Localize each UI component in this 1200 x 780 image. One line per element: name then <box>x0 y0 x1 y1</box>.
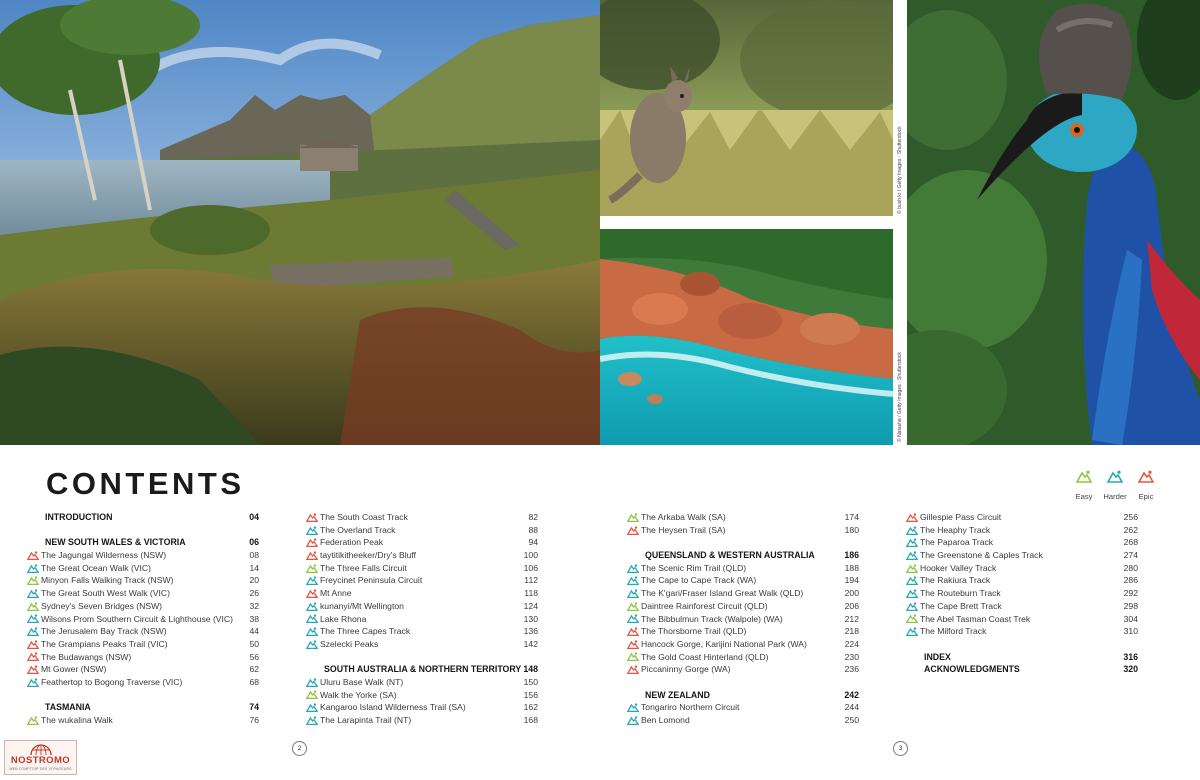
toc-entry-title: Lake Rhona <box>320 613 367 624</box>
toc-entry-page: 56 <box>249 651 259 662</box>
toc-entry-title: The Thorsborne Trail (QLD) <box>641 626 747 637</box>
hiker-easy-icon <box>906 614 920 624</box>
toc-entry[interactable] <box>306 714 538 727</box>
toc-entry-title: The Great Ocean Walk (VIC) <box>41 562 151 573</box>
hiker-easy-icon <box>306 563 320 573</box>
section-heading[interactable] <box>627 689 859 702</box>
toc-entry-page: 188 <box>844 562 859 573</box>
toc-entry-title: The Larapinta Trail (NT) <box>320 715 412 725</box>
toc-entry[interactable] <box>627 524 859 537</box>
toc-entry-title: The Budawangs (NSW) <box>41 651 132 662</box>
toc-entry-page: 236 <box>844 664 859 675</box>
hiker-harder-icon <box>306 639 320 649</box>
toc-entry-page: 148 <box>523 664 538 675</box>
section-heading[interactable] <box>27 701 259 714</box>
toc-entry-title: ACKNOWLEDGMENTS <box>924 664 1020 675</box>
contents-title: CONTENTS <box>46 466 245 501</box>
toc-entry-page: 94 <box>528 537 538 548</box>
toc-entry[interactable] <box>27 549 259 562</box>
toc-entry-title: taytitikitheeker/Dry's Bluff <box>320 550 417 561</box>
toc-entry-page: 20 <box>249 575 259 586</box>
hiker-harder-icon <box>27 677 41 687</box>
hiker-easy-icon <box>627 601 641 611</box>
toc-entry-page: 150 <box>523 676 538 687</box>
toc-entry-title: TASMANIA <box>45 702 91 713</box>
toc-entry-title: Wilsons Prom Southern Circuit & Lighthouse (VIC) <box>41 613 233 624</box>
toc-entry-page: 124 <box>523 600 538 611</box>
toc-entry-title: INTRODUCTION <box>45 512 113 522</box>
toc-entry-page: 310 <box>1123 626 1138 637</box>
toc-entry-title: kunanyi/Mt Wellington <box>320 600 404 611</box>
toc-entry-title: The Cape Brett Track <box>920 600 1002 611</box>
toc-entry[interactable] <box>27 562 259 575</box>
toc-entry[interactable] <box>27 651 259 664</box>
toc-entry-title: The Milford Track <box>920 626 987 637</box>
toc-entry-title: The Heaphy Track <box>920 524 991 535</box>
hiker-harder-icon <box>906 550 920 560</box>
hiker-harder-icon <box>27 588 41 598</box>
toc-entry[interactable] <box>27 714 259 727</box>
toc-entry-title: The Routeburn Track <box>920 588 1001 599</box>
hiker-harder-icon <box>306 627 320 637</box>
toc-entry[interactable] <box>627 651 859 664</box>
hiker-harder-icon <box>906 538 920 548</box>
toc-entry[interactable] <box>27 663 259 676</box>
toc-entry-title: Daintree Rainforest Circuit (QLD) <box>641 600 768 611</box>
hiker-harder-icon <box>627 703 641 713</box>
toc-entry[interactable] <box>306 613 538 626</box>
hiker-icon <box>1107 470 1123 483</box>
toc-entry-page: 88 <box>528 524 538 535</box>
toc-entry[interactable] <box>306 587 538 600</box>
toc-entry[interactable] <box>306 701 538 714</box>
toc-entry-page: 292 <box>1123 588 1138 599</box>
contents-column-2 <box>306 511 538 727</box>
toc-entry-page: 130 <box>523 613 538 624</box>
toc-entry-title: The Grampians Peaks Trail (VIC) <box>41 638 168 649</box>
toc-entry-title: Federation Peak <box>320 537 384 548</box>
toc-entry-title: Ben Lomond <box>641 715 690 725</box>
toc-entry-page: 118 <box>524 588 538 599</box>
hiker-harder-icon <box>627 715 641 725</box>
toc-entry[interactable] <box>627 613 859 626</box>
toc-entry[interactable] <box>306 536 538 549</box>
hiker-easy-icon <box>27 576 41 586</box>
toc-entry[interactable] <box>906 613 1138 626</box>
toc-entry[interactable] <box>27 625 259 638</box>
hiker-epic-icon <box>627 665 641 675</box>
photo-cassowary <box>907 0 1200 445</box>
legend-harder <box>1098 470 1132 504</box>
toc-entry[interactable] <box>627 638 859 651</box>
toc-entry[interactable] <box>306 562 538 575</box>
toc-entry[interactable] <box>627 701 859 714</box>
toc-entry-title: Uluru Base Walk (NT) <box>320 676 404 687</box>
hiker-harder-icon <box>306 677 320 687</box>
toc-entry-title: Freycinet Peninsula Circuit <box>320 575 423 586</box>
toc-entry-title: Gillespie Pass Circuit <box>920 512 1002 522</box>
toc-entry[interactable] <box>306 524 538 537</box>
toc-entry-title: The Bibbulmun Track (Walpole) (WA) <box>641 613 783 624</box>
hiker-harder-icon <box>906 525 920 535</box>
spacer <box>306 651 538 664</box>
toc-entry[interactable] <box>627 714 859 727</box>
toc-entry-title: Piccaninny Gorge (WA) <box>641 664 731 675</box>
toc-entry-title: The K'gari/Fraser Island Great Walk (QLD) <box>641 588 804 599</box>
hiker-epic-icon <box>627 627 641 637</box>
toc-entry-page: 274 <box>1123 550 1138 561</box>
contents-column-3 <box>627 511 859 727</box>
toc-entry[interactable] <box>906 562 1138 575</box>
hiker-harder-icon <box>306 525 320 535</box>
toc-entry-page: 250 <box>844 715 859 725</box>
toc-entry-title: INDEX <box>924 651 951 662</box>
toc-entry-title: The Greenstone & Caples Track <box>920 550 1043 561</box>
spacer <box>627 676 859 689</box>
hiker-harder-icon <box>306 715 320 725</box>
hiker-harder-icon <box>906 601 920 611</box>
toc-entry-page: 230 <box>844 651 859 662</box>
toc-entry[interactable] <box>906 511 1138 524</box>
hiker-epic-icon <box>906 512 920 522</box>
toc-entry-title: Tongariro Northern Circuit <box>641 702 740 713</box>
toc-entry-title: NEW SOUTH WALES & VICTORIA <box>45 537 186 548</box>
toc-entry[interactable] <box>306 600 538 613</box>
toc-entry-title: Walk the Yorke (SA) <box>320 689 397 700</box>
toc-entry[interactable] <box>27 587 259 600</box>
toc-entry-page: 316 <box>1123 651 1138 662</box>
toc-entry-page: 174 <box>844 512 859 522</box>
logo-brand: NOSTROMO <box>10 755 71 766</box>
spacer <box>627 536 859 549</box>
toc-entry[interactable] <box>906 587 1138 600</box>
logo-tagline: WEB COMPTOIR DES VOYAGEURS <box>9 767 72 771</box>
toc-entry-page: 262 <box>1123 524 1138 535</box>
photo-credit-top: © bush.kr / Getty Images · Shutterstock <box>897 126 903 214</box>
toc-entry[interactable] <box>306 638 538 651</box>
toc-entry-page: 298 <box>1123 600 1138 611</box>
toc-entry-page: 162 <box>523 702 538 713</box>
toc-entry-title: The Heysen Trail (SA) <box>641 524 726 535</box>
toc-entry-title: The Jerusalem Bay Track (NSW) <box>41 626 167 637</box>
toc-entry-page: 194 <box>844 575 859 586</box>
toc-entry-title: The Paparoa Track <box>920 537 994 548</box>
page-number-left: 2 <box>292 741 307 756</box>
hiker-epic-icon <box>306 512 320 522</box>
toc-entry-page: 26 <box>249 588 259 599</box>
toc-entry-title: SOUTH AUSTRALIA & NORTHERN TERRITORY <box>324 664 522 675</box>
toc-entry-title: Mt Gower (NSW) <box>41 664 107 675</box>
toc-entry-page: 82 <box>528 512 538 522</box>
toc-entry[interactable] <box>906 536 1138 549</box>
toc-entry-page: 106 <box>523 562 538 573</box>
photo-coast-rocks <box>600 229 893 445</box>
toc-entry-page: 212 <box>844 613 859 624</box>
nostromo-logo <box>4 740 77 775</box>
photo-credit-bottom: © Natasha / Getty Images · Shutterstock <box>897 352 903 442</box>
toc-entry-title: The Scenic Rim Trail (QLD) <box>641 562 747 573</box>
toc-entry-page: 180 <box>844 524 859 535</box>
hiker-epic-icon <box>27 665 41 675</box>
toc-entry-title: The Overland Track <box>320 524 396 535</box>
hiker-epic-icon <box>627 639 641 649</box>
toc-entry-page: 242 <box>844 689 859 700</box>
hiker-easy-icon <box>627 652 641 662</box>
hiker-harder-icon <box>27 563 41 573</box>
toc-entry[interactable] <box>906 524 1138 537</box>
hiker-icon <box>1138 470 1154 483</box>
toc-entry-page: 168 <box>523 715 538 725</box>
toc-entry[interactable] <box>27 613 259 626</box>
toc-entry-title: The Cape to Cape Track (WA) <box>641 575 757 586</box>
toc-entry[interactable] <box>27 600 259 613</box>
toc-entry-page: 224 <box>844 638 859 649</box>
hiker-harder-icon <box>627 576 641 586</box>
toc-entry-title: The Great South West Walk (VIC) <box>41 588 170 599</box>
hiker-epic-icon <box>27 652 41 662</box>
toc-entry-page: 50 <box>249 638 259 649</box>
hiker-epic-icon <box>27 639 41 649</box>
toc-entry[interactable] <box>627 587 859 600</box>
toc-entry-title: The Jagungal Wilderness (NSW) <box>41 550 167 561</box>
toc-entry-title: The Abel Tasman Coast Trek <box>920 613 1031 624</box>
toc-entry-page: 218 <box>844 626 859 637</box>
toc-entry-page: 286 <box>1123 575 1138 586</box>
toc-entry-title: NEW ZEALAND <box>645 689 710 700</box>
toc-entry-page: 100 <box>523 550 538 561</box>
section-heading[interactable] <box>906 663 1138 676</box>
toc-entry-title: The Three Capes Track <box>320 626 411 637</box>
toc-entry[interactable] <box>906 574 1138 587</box>
hiker-harder-icon <box>627 563 641 573</box>
toc-entry-title: The Arkaba Walk (SA) <box>641 512 726 522</box>
hiker-easy-icon <box>27 715 41 725</box>
toc-entry-page: 04 <box>249 512 259 522</box>
toc-entry-title: Feathertop to Bogong Traverse (VIC) <box>41 676 183 687</box>
toc-entry[interactable] <box>627 511 859 524</box>
toc-entry-page: 14 <box>249 562 259 573</box>
hiker-harder-icon <box>906 627 920 637</box>
legend-epic-label: Epic <box>1138 492 1154 501</box>
toc-entry[interactable] <box>306 625 538 638</box>
legend-epic <box>1129 470 1163 504</box>
toc-entry[interactable] <box>306 511 538 524</box>
toc-entry-page: 136 <box>523 626 538 637</box>
toc-entry-page: 268 <box>1123 537 1138 548</box>
hiker-harder-icon <box>627 588 641 598</box>
toc-entry-title: Mt Anne <box>320 588 352 599</box>
toc-entry-page: 08 <box>249 550 259 561</box>
hiker-harder-icon <box>306 614 320 624</box>
spacer <box>27 524 259 537</box>
toc-entry-page: 74 <box>249 702 259 713</box>
toc-entry-page: 206 <box>844 600 859 611</box>
toc-entry-page: 256 <box>1123 512 1138 522</box>
toc-entry[interactable] <box>27 676 259 689</box>
hiker-epic-icon <box>306 538 320 548</box>
toc-entry[interactable] <box>906 600 1138 613</box>
section-heading[interactable] <box>906 651 1138 664</box>
photo-lake-boardwalk <box>0 0 600 445</box>
hiker-epic-icon <box>627 525 641 535</box>
legend-easy-label: Easy <box>1075 492 1093 501</box>
toc-entry-title: QUEENSLAND & WESTERN AUSTRALIA <box>645 550 815 561</box>
photo-wallaby <box>600 0 893 216</box>
section-heading[interactable] <box>306 663 538 676</box>
toc-entry-title: Hancock Gorge, Karijini National Park (WA) <box>641 638 807 649</box>
section-heading[interactable] <box>27 511 259 524</box>
toc-entry-title: The Rakiura Track <box>920 575 991 586</box>
section-heading[interactable] <box>627 549 859 562</box>
hiker-icon <box>1076 470 1092 483</box>
contents-column-1 <box>27 511 259 727</box>
toc-entry-title: The wukalina Walk <box>41 715 113 725</box>
spacer <box>27 689 259 702</box>
toc-entry-title: Sydney's Seven Bridges (NSW) <box>41 600 163 611</box>
toc-entry[interactable] <box>306 549 538 562</box>
hiker-harder-icon <box>27 614 41 624</box>
legend-harder-label: Harder <box>1103 492 1127 501</box>
toc-entry-page: 32 <box>249 600 259 611</box>
toc-entry[interactable] <box>306 676 538 689</box>
toc-entry-page: 06 <box>249 537 259 548</box>
spacer <box>906 638 1138 651</box>
toc-entry-page: 200 <box>844 588 859 599</box>
hiker-harder-icon <box>906 576 920 586</box>
hiker-easy-icon <box>906 563 920 573</box>
hiker-epic-icon <box>306 550 320 560</box>
hiker-easy-icon <box>627 512 641 522</box>
toc-entry-page: 112 <box>524 575 538 586</box>
hiker-harder-icon <box>306 703 320 713</box>
hiker-harder-icon <box>627 614 641 624</box>
page-number-right: 3 <box>893 741 908 756</box>
toc-entry[interactable] <box>627 600 859 613</box>
toc-entry-page: 38 <box>249 613 259 624</box>
toc-entry-title: Szelecki Peaks <box>320 638 379 649</box>
hiker-harder-icon <box>906 588 920 598</box>
toc-entry-page: 320 <box>1123 664 1138 675</box>
toc-entry[interactable] <box>306 574 538 587</box>
toc-entry-page: 44 <box>249 626 259 637</box>
hiker-harder-icon <box>27 627 41 637</box>
toc-entry-page: 244 <box>844 702 859 713</box>
toc-entry-title: Kangaroo Island Wilderness Trail (SA) <box>320 702 466 713</box>
toc-entry-title: The South Coast Track <box>320 512 408 522</box>
hiker-easy-icon <box>306 690 320 700</box>
legend-easy <box>1067 470 1101 504</box>
toc-entry[interactable] <box>627 574 859 587</box>
contents-column-4 <box>906 511 1138 676</box>
toc-entry-title: The Three Falls Circuit <box>320 562 407 573</box>
hiker-epic-icon <box>306 588 320 598</box>
section-heading[interactable] <box>27 536 259 549</box>
toc-entry-page: 156 <box>523 689 538 700</box>
toc-entry-title: The Gold Coast Hinterland (QLD) <box>641 651 769 662</box>
toc-entry[interactable] <box>906 549 1138 562</box>
toc-entry[interactable] <box>306 689 538 702</box>
toc-entry-page: 186 <box>844 550 859 561</box>
hiker-harder-icon <box>306 601 320 611</box>
toc-entry[interactable] <box>627 663 859 676</box>
toc-entry-page: 280 <box>1123 562 1138 573</box>
toc-entry-page: 68 <box>249 676 259 687</box>
hiker-harder-icon <box>306 576 320 586</box>
toc-entry-title: Minyon Falls Walking Track (NSW) <box>41 575 174 586</box>
toc-entry-page: 76 <box>249 715 259 725</box>
toc-entry-page: 304 <box>1123 613 1138 624</box>
toc-entry-page: 142 <box>523 638 538 649</box>
toc-entry-title: Hooker Valley Track <box>920 562 997 573</box>
toc-entry[interactable] <box>27 638 259 651</box>
toc-entry[interactable] <box>627 625 859 638</box>
hiker-easy-icon <box>27 601 41 611</box>
toc-entry-page: 62 <box>249 664 259 675</box>
toc-entry[interactable] <box>627 562 859 575</box>
toc-entry[interactable] <box>906 625 1138 638</box>
hiker-epic-icon <box>27 550 41 560</box>
toc-entry[interactable] <box>27 574 259 587</box>
